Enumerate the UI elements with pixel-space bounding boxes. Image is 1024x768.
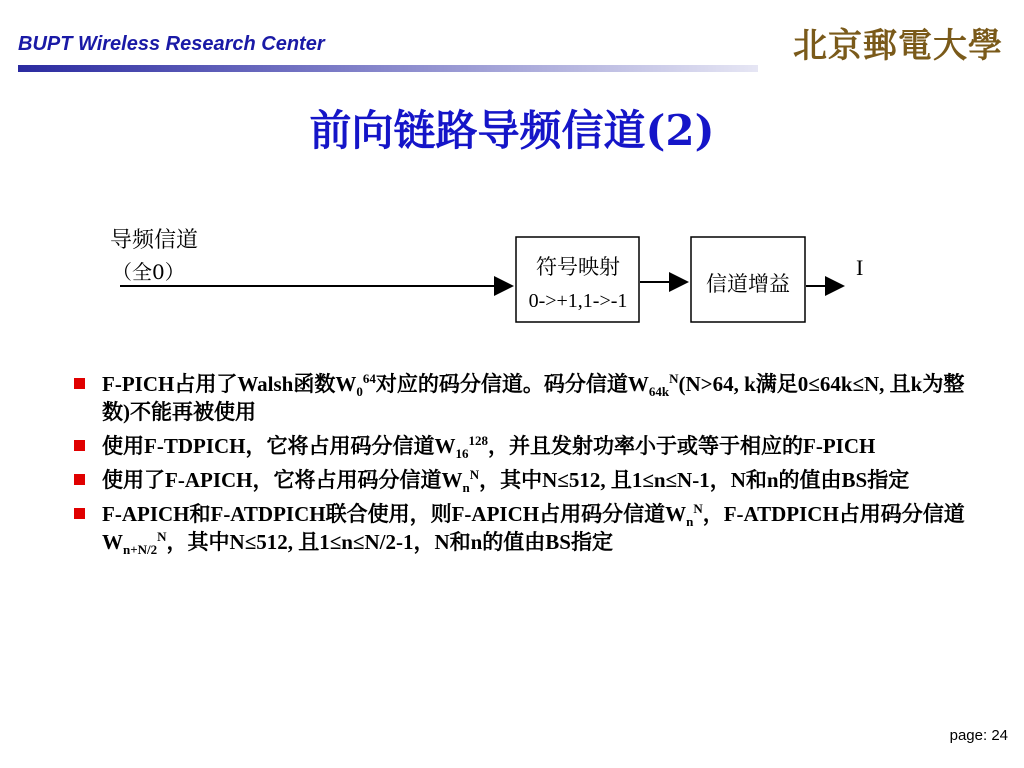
output-label: I (856, 255, 864, 280)
bullet-square-icon (74, 508, 85, 519)
bullet-square-icon (74, 474, 85, 485)
input-label-line2: （全0） (112, 260, 185, 284)
bullet-square-icon (74, 440, 85, 451)
symbol-mapping-label: 符号映射 (536, 255, 620, 279)
symbol-mapping-rule: 0->+1,1->-1 (528, 290, 628, 312)
bullet-list (72, 370, 992, 562)
bullet-item: 使用F-TDPICH，它将占用码分信道$W_{16}^{128}$，并且发射功率小于或等于相应的F-PICH (72, 432, 992, 460)
university-logo: 北京郵電大學 (793, 26, 1003, 66)
bullet-item: F-PICH占用了Walsh函数$W_0^{64}$对应的码分信道。码分信道$W_{64k}^N(N>64$, k满足0≤64k≤N, 且k为整数)不能再被使用 (72, 370, 992, 426)
page-number: page: 24 (949, 727, 1008, 744)
bullet-item: 使用了F-APICH，它将占用码分信道$W_n^N$，其中N≤512, 且1≤n≤N-1，N和n的值由BS指定 (72, 466, 992, 494)
input-label-line1: 导频信道 (110, 228, 199, 253)
bullet-square-icon (74, 378, 85, 389)
channel-gain-label: 信道增益 (706, 272, 790, 296)
header-org-name: BUPT Wireless Research Center (18, 33, 325, 55)
slide-title: 前向链路导频信道(2) (309, 106, 715, 155)
bullet-item: F-APICH和F-ATDPICH联合使用，则F-APICH占用码分信道$W_n^N$，F-ATDPICH占用码分信道$W_{n+N/2}^N$，其中N≤512, 且1≤n≤N/2-1，N和n的值由BS指定 (72, 500, 992, 556)
